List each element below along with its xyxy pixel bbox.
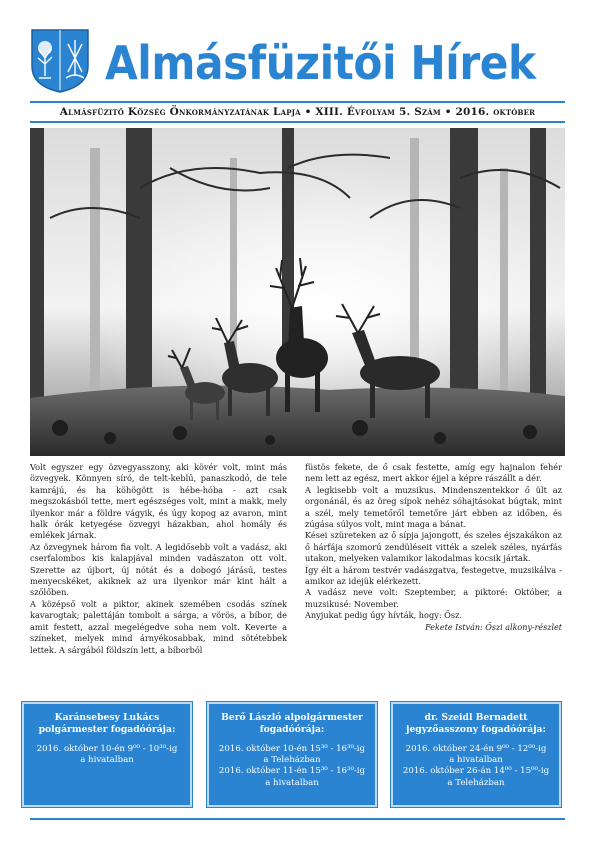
- box-line: 2016. október 26-án 14⁰⁰ - 15⁰⁰-ig: [402, 766, 550, 777]
- box-heading: Berő László alpolgármester fogadóórája:: [221, 712, 363, 735]
- notary-office-hours-box: [391, 702, 561, 807]
- article-paragraph: A vadász neve volt: Szeptember, a piktoré: Október, a muzsikusé: November.: [305, 587, 562, 609]
- article-paragraph: Volt egyszer egy özvegyasszony, aki kövér volt, mint más özvegyek. Könnyen síró, de telt-keblű, panaszkodó, de tele kamrájú, és ha köhögött is hébe-hóba - azt csak megszokásból tette, mert egészséges volt, mint a makk, mely ilyenkor már a földre vágyik, és úgy kopog az avaron, mint halk órák ketyegése özvegyi házakban, ahol homály és emlékek járnak.: [30, 462, 287, 541]
- article-column-left: [30, 462, 287, 694]
- article-signature: Fekete István: Őszi alkony-részlet: [425, 622, 562, 632]
- box-line: 2016. október 24-én 9⁰⁰ - 12⁰⁰-ig: [405, 744, 547, 754]
- masthead-title: Almásfüzitői Hírek: [105, 36, 536, 90]
- box-line: a hivatalban: [80, 755, 134, 766]
- article-paragraph: Kései szüreteken az ő sípja jajongott, és szeles éjszakákon az ő hárfája szomorú zendüléseit vitték a szelek széles, nyárfás utakon, melyeken valamikor lakodalmas kocsik jártak.: [305, 530, 562, 564]
- article-paragraph: A legkisebb volt a muzsikus. Mindenszentekkor ő ült az orgonánál, és az öreg sípok nehéz sóhajtásokat búgtak, mint a szél, mely temetőről temetőre járt ebben az időben, és zúgása súlyos volt, mint maga a bánat.: [305, 484, 562, 530]
- deputy-mayor-office-hours-box: [207, 702, 377, 807]
- article-paragraph: Az özvegynek három fia volt. A legidősebb volt a vadász, aki cserfalombos kis kalapjával minden vadászaton ott volt. Szerette az újbort, új nótát és a dobogó járású, testes menyecskéket, akiknek az ura ilyenkor már kint hált a szőlőben.: [30, 541, 287, 598]
- box-line: 2016. október 10-én 9⁰⁰ - 10³⁰-ig: [36, 744, 178, 754]
- box-line: a Teleházban: [447, 777, 505, 788]
- article-column-right: [305, 462, 562, 694]
- box-line: 2016. október 10-én 15³⁰ - 16³⁰-ig: [218, 744, 366, 754]
- box-line: 2016. október 11-én 15³⁰ - 16³⁰-ig: [218, 766, 366, 777]
- coat-of-arms-icon: [30, 28, 90, 94]
- box-line: a hivatalban: [265, 777, 319, 788]
- mayor-office-hours-box: [22, 702, 192, 807]
- subtitle-rule: [30, 121, 565, 123]
- box-line: a hivatalban: [449, 755, 503, 766]
- deer-forest-photo: [30, 128, 565, 456]
- article-paragraph: Anyjukat pedig úgy hívták, hogy: Ősz.: [305, 610, 463, 621]
- masthead-subtitle: Almásfüzitő Község Önkormányzatának Lapja • XIII. Évfolyam 5. Szám • 2016. október: [59, 106, 536, 118]
- box-heading: dr. Szeidl Bernadett jegyzőasszony fogadóórája:: [406, 712, 546, 735]
- article-paragraph: füstös fekete, de ő csak festette, amíg egy hajnalon fehér nem lett az egész, mert akkor éjjel a képre rászállt a dér.: [305, 462, 562, 484]
- article-paragraph: Így élt a három testvér vadászgatva, festegetve, muzsikálva - amikor az idejük elérkezett.: [305, 564, 562, 587]
- box-heading: Karánsebesy Lukács polgármester fogadóórája:: [38, 712, 176, 735]
- article-paragraph: A középső volt a piktor, akinek szemében csodás színek kavarogtak; palettáján tombolt a sárga, a vörös, a bíbor, de amit festett, azzal megelégedve soha nem volt. Keverte a színeket, melyek mind árnyékosabbak, mind sötétebbek lettek. A sárgából földszín lett, a bíborból: [30, 598, 287, 655]
- footer-rule: [30, 818, 565, 820]
- box-line: a Teleházban: [263, 755, 321, 766]
- masthead-rule: [30, 101, 565, 103]
